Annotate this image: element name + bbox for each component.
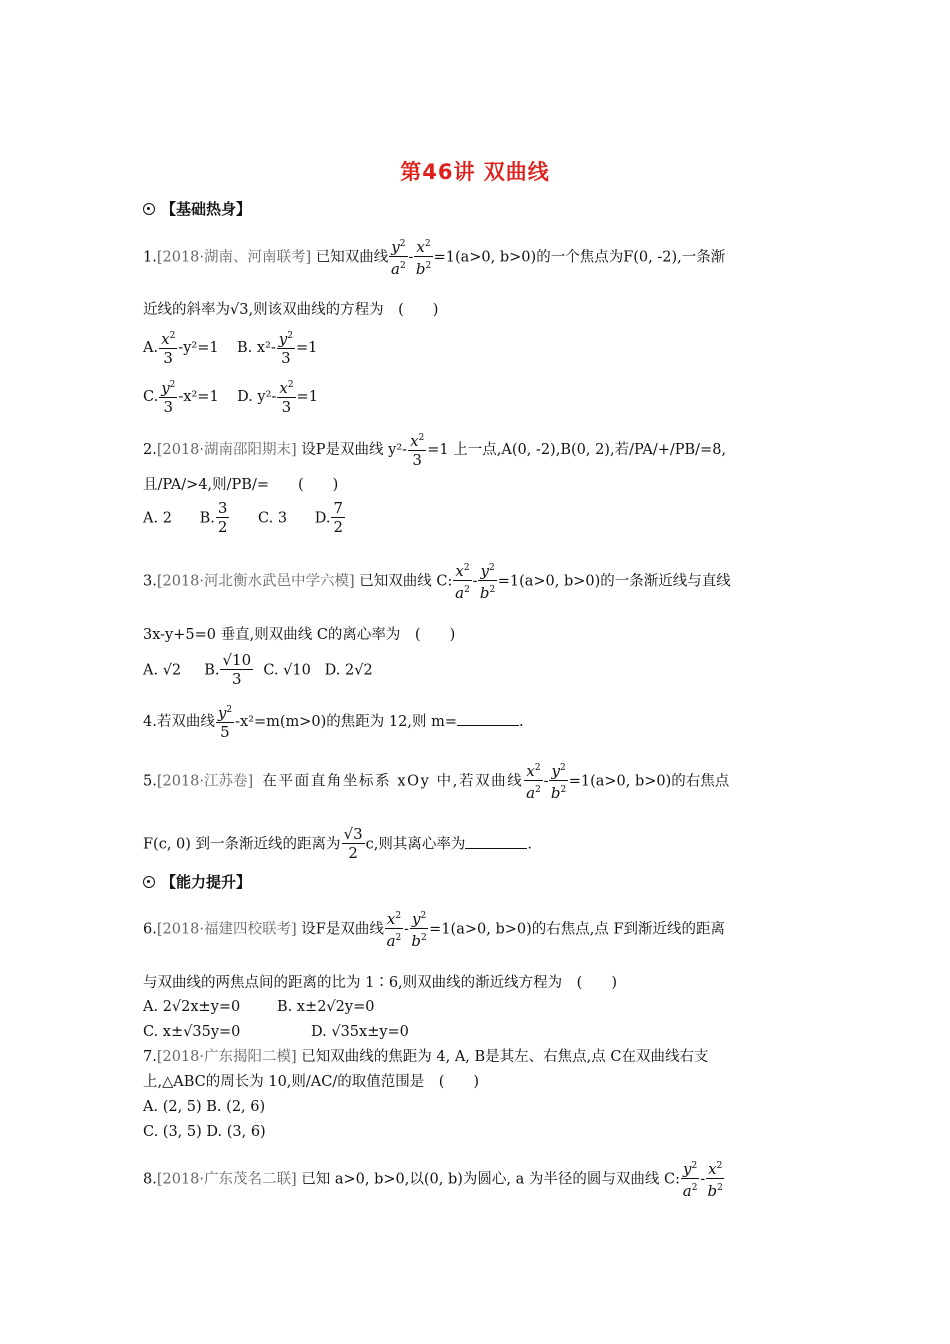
fraction: $\frac{3}{2}$ [217, 499, 228, 536]
source-tag: [2018·湖南邵阳期末] [156, 442, 297, 458]
q3-options: A. √2 B. $\frac{√10}{3}$ C. √10 D. 2√2 [143, 651, 373, 688]
fraction: $\frac{x^2}{3}$ [161, 330, 176, 367]
q8-line1: 8.[2018·广东茂名二联] 已知 a>0, b>0,以(0, b)为圆心, a 为半径的圆与双曲线 C: $\frac{y^2}{a^2}$ - $\frac{x^2}{b^2}$ [143, 1160, 723, 1200]
fraction: $\frac{y^2}{b^2}$ [550, 762, 567, 802]
fraction: $\frac{x^2}{a^2}$ [526, 762, 541, 802]
fraction: $\frac{x^2}{b^2}$ [707, 1160, 723, 1200]
q7-line2: 上,△ABC的周长为 10,则/AC/的取值范围是 ( ) [143, 1074, 480, 1090]
source-tag: [2018·湖南、河南联考] [156, 249, 312, 266]
q1-options-ab: A. $\frac{x^2}{3}$ -y²=1 B. x²- $\frac{y^2}{3}$ =1 [143, 330, 318, 367]
fraction: $\frac{√3}{2}$ [343, 825, 363, 862]
q6-options-cd: C. x±√35y=0 D. √35x±y=0 [143, 1024, 409, 1040]
answer-blank [465, 834, 527, 849]
source-tag: [2018·江苏卷] [156, 773, 254, 790]
q5-line2: F(c, 0) 到一条渐近线的距离为 $\frac{√3}{2}$ c,则其离心率为 . [143, 825, 533, 862]
q3-line2: 3x-y+5=0 垂直,则双曲线 C的离心率为 ( ) [143, 627, 456, 643]
fraction: $\frac{y^2}{a^2}$ [391, 238, 406, 278]
fraction: $\frac{y^2}{b^2}$ [479, 562, 496, 602]
q3-line1: 3.[2018·河北衡水武邑中学六模] 已知双曲线 C: $\frac{x^2}{a^2}$ - $\frac{y^2}{b^2}$ =1(a>0, b>0)的一条渐近线与直线 [143, 562, 731, 602]
source-tag: [2018·广东揭阳二模] [156, 1049, 297, 1065]
section-improve [143, 871, 251, 892]
q7-line1: 7.[2018·广东揭阳二模] 已知双曲线的焦距为 4, A, B是其左、右焦点,点 C在双曲线右支 [143, 1049, 709, 1065]
q6-options-ab: A. 2√2x±y=0 B. x±2√2y=0 [143, 999, 375, 1015]
section-label: 【能力提升】 [161, 873, 252, 891]
fraction: $\frac{y^2}{a^2}$ [682, 1160, 698, 1200]
fraction: $\frac{y^2}{b^2}$ [411, 910, 427, 950]
circle-dot-icon [143, 876, 155, 888]
fraction: $\frac{7}{2}$ [333, 499, 343, 536]
q2-line2: 且/PA/>4,则/PB/= ( ) [143, 477, 339, 493]
source-tag: [2018·广东茂名二联] [156, 1171, 297, 1188]
q6-line2: 与双曲线的两焦点间的距离的比为 1∶6,则双曲线的渐近线方程为 ( ) [143, 975, 617, 991]
q7-options-ab: A. (2, 5) B. (2, 6) [143, 1099, 266, 1115]
page-title: 第46讲 双曲线 [400, 160, 550, 184]
q7-options-cd: C. (3, 5) D. (3, 6) [143, 1124, 266, 1140]
source-tag: [2018·河北衡水武邑中学六模] [156, 573, 355, 590]
fraction: $\frac{x^2}{a^2}$ [455, 562, 470, 602]
fraction: $\frac{x^2}{3}$ [279, 379, 294, 416]
fraction: $\frac{x^2}{a^2}$ [386, 910, 402, 950]
q2-line1: 2.[2018·湖南邵阳期末] 设P是双曲线 y²- $\frac{x^2}{3}$ =1 上一点,A(0, -2),B(0, 2),若/PA/+/PB/=8, [143, 432, 727, 469]
fraction: $\frac{x^2}{3}$ [410, 432, 425, 469]
q2-options: A. 2 B. $\frac{3}{2}$ C. 3 D. $\frac{7}{2}$ [143, 499, 343, 536]
fraction: $\frac{y^2}{3}$ [278, 330, 293, 367]
section-warmup [143, 198, 251, 219]
circle-dot-icon [143, 203, 155, 215]
fraction: $\frac{y^2}{5}$ [217, 704, 233, 741]
section-label: 【基础热身】 [161, 200, 252, 218]
source-tag: [2018·福建四校联考] [156, 921, 297, 938]
fraction: $\frac{√10}{3}$ [222, 651, 252, 688]
q5-line1: 5.[2018·江苏卷] 在平面直角坐标系 xOy 中,若双曲线 $\frac{x^2}{a^2}$ - $\frac{y^2}{b^2}$ =1(a>0, b>0)的右焦点 [143, 762, 730, 802]
q1-line1: 1.[2018·湖南、河南联考] 已知双曲线 $\frac{y^2}{a^2}$ - $\frac{x^2}{b^2}$ =1(a>0, b>0)的一个焦点为F(0, -2),一条渐 [143, 238, 726, 278]
q1-line2: 近线的斜率为√3,则该双曲线的方程为 ( ) [143, 302, 439, 318]
q1-options-cd: C. $\frac{y^2}{3}$ -x²=1 D. y²- $\frac{x^2}{3}$ =1 [143, 379, 318, 416]
answer-blank [457, 711, 519, 726]
fraction: $\frac{x^2}{b^2}$ [415, 238, 432, 278]
fraction: $\frac{y^2}{3}$ [161, 379, 176, 416]
q6-line1: 6.[2018·福建四校联考] 设F是双曲线 $\frac{x^2}{a^2}$ - $\frac{y^2}{b^2}$ =1(a>0, b>0)的右焦点,点 F到渐近线的距离 [143, 910, 726, 950]
q4-line: 4.若双曲线 $\frac{y^2}{5}$ -x²=m(m>0)的焦距为 12,则 m= . [143, 704, 524, 741]
